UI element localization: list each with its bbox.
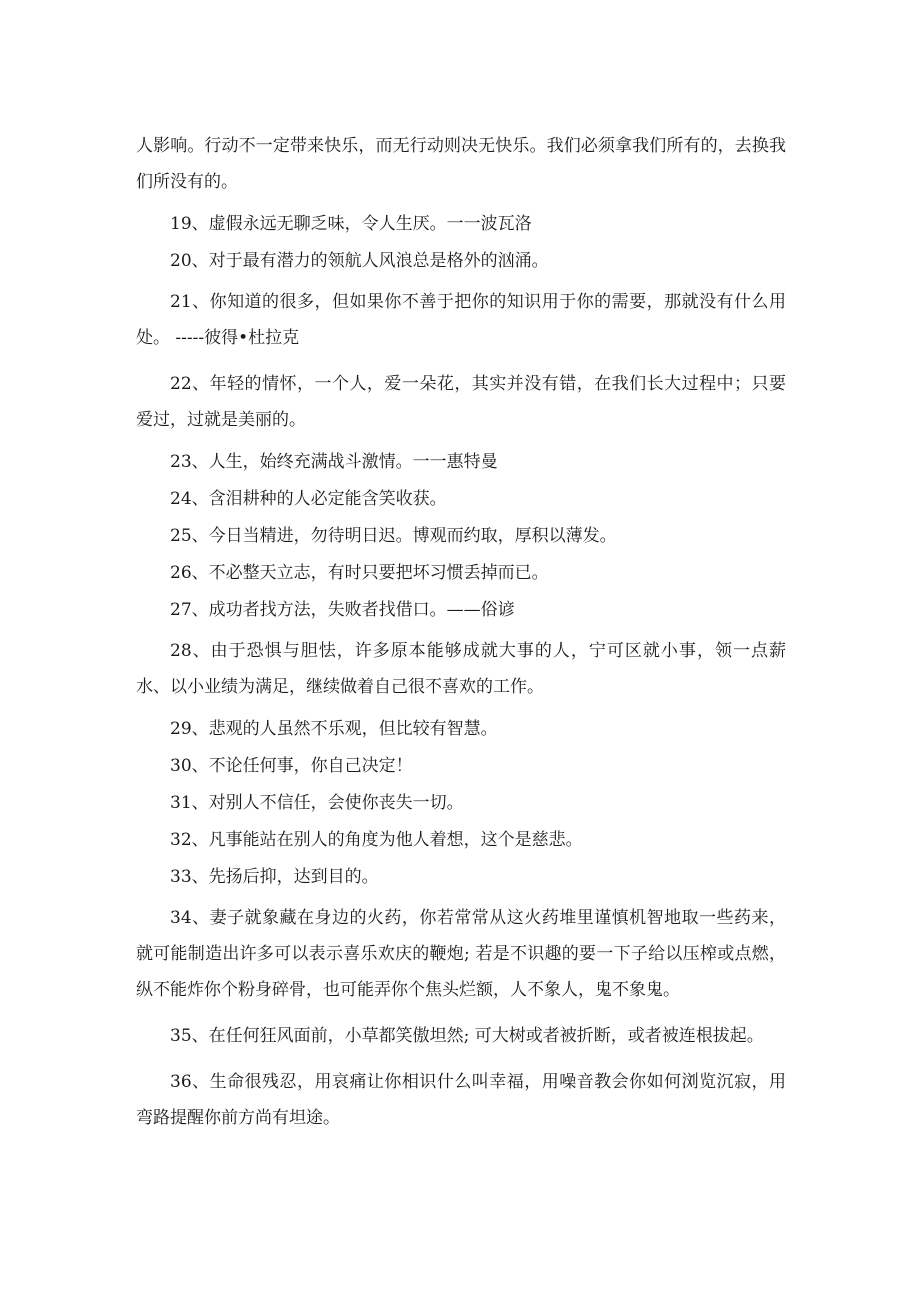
paragraph: 33、先扬后抑，达到目的。	[170, 867, 379, 887]
paragraph: 34、妻子就象藏在身边的火药，你若常常从这火药堆里谨慎机智地取一些药来，就可能制造出许多可以表示喜乐欢庆的鞭炮; 若是不识趣的要一下子给以压榨或点燃，纵不能炸你个粉身碎骨，也可能弄你个焦头烂额，人不象人，鬼不象鬼。	[136, 908, 786, 1000]
paragraph: 31、对别人不信任，会使你丧失一切。	[170, 793, 464, 813]
paragraph: 21、你知道的很多，但如果你不善于把你的知识用于你的需要，那就没有什么用处。 -----彼得•杜拉克	[136, 292, 786, 348]
paragraph: 29、悲观的人虽然不乐观，但比较有智慧。	[170, 719, 498, 739]
paragraph: 人影响。行动不一定带来快乐，而无行动则决无快乐。我们必须拿我们所有的，去换我们所没有的。	[136, 136, 786, 192]
paragraph: 32、凡事能站在别人的角度为他人着想，这个是慈悲。	[170, 830, 583, 850]
paragraph: 26、不必整天立志，有时只要把坏习惯丢掉而已。	[170, 563, 549, 583]
paragraph: 27、成功者找方法，失败者找借口。——俗谚	[170, 600, 515, 620]
paragraph: 36、生命很残忍，用哀痛让你相识什么叫幸福，用噪音教会你如何浏览沉寂，用弯路提醒你前方尚有坦途。	[136, 1072, 786, 1128]
paragraph: 23、人生，始终充满战斗激情。一一惠特曼	[170, 452, 498, 472]
paragraph: 22、年轻的情怀，一个人，爱一朵花，其实并没有错，在我们长大过程中；只要爱过，过就是美丽的。	[136, 374, 786, 430]
paragraph: 24、含泪耕种的人必定能含笑收获。	[170, 489, 447, 509]
paragraph: 19、虚假永远无聊乏味，令人生厌。一一波瓦洛	[170, 214, 532, 234]
paragraph: 20、对于最有潜力的领航人风浪总是格外的汹涌。	[170, 251, 549, 271]
paragraph: 30、不论任何事，你自己决定！	[170, 756, 413, 776]
paragraph: 35、在任何狂风面前，小草都笑傲坦然; 可大树或者被折断，或者被连根拔起。	[170, 1026, 764, 1046]
paragraph: 25、今日当精进，勿待明日迟。博观而约取，厚积以薄发。	[170, 526, 617, 546]
document-body	[136, 128, 786, 1146]
paragraph: 28、由于恐惧与胆怯，许多原本能够成就大事的人，宁可区就小事，领一点薪水、以小业绩为满足，继续做着自己很不喜欢的工作。	[136, 641, 786, 697]
